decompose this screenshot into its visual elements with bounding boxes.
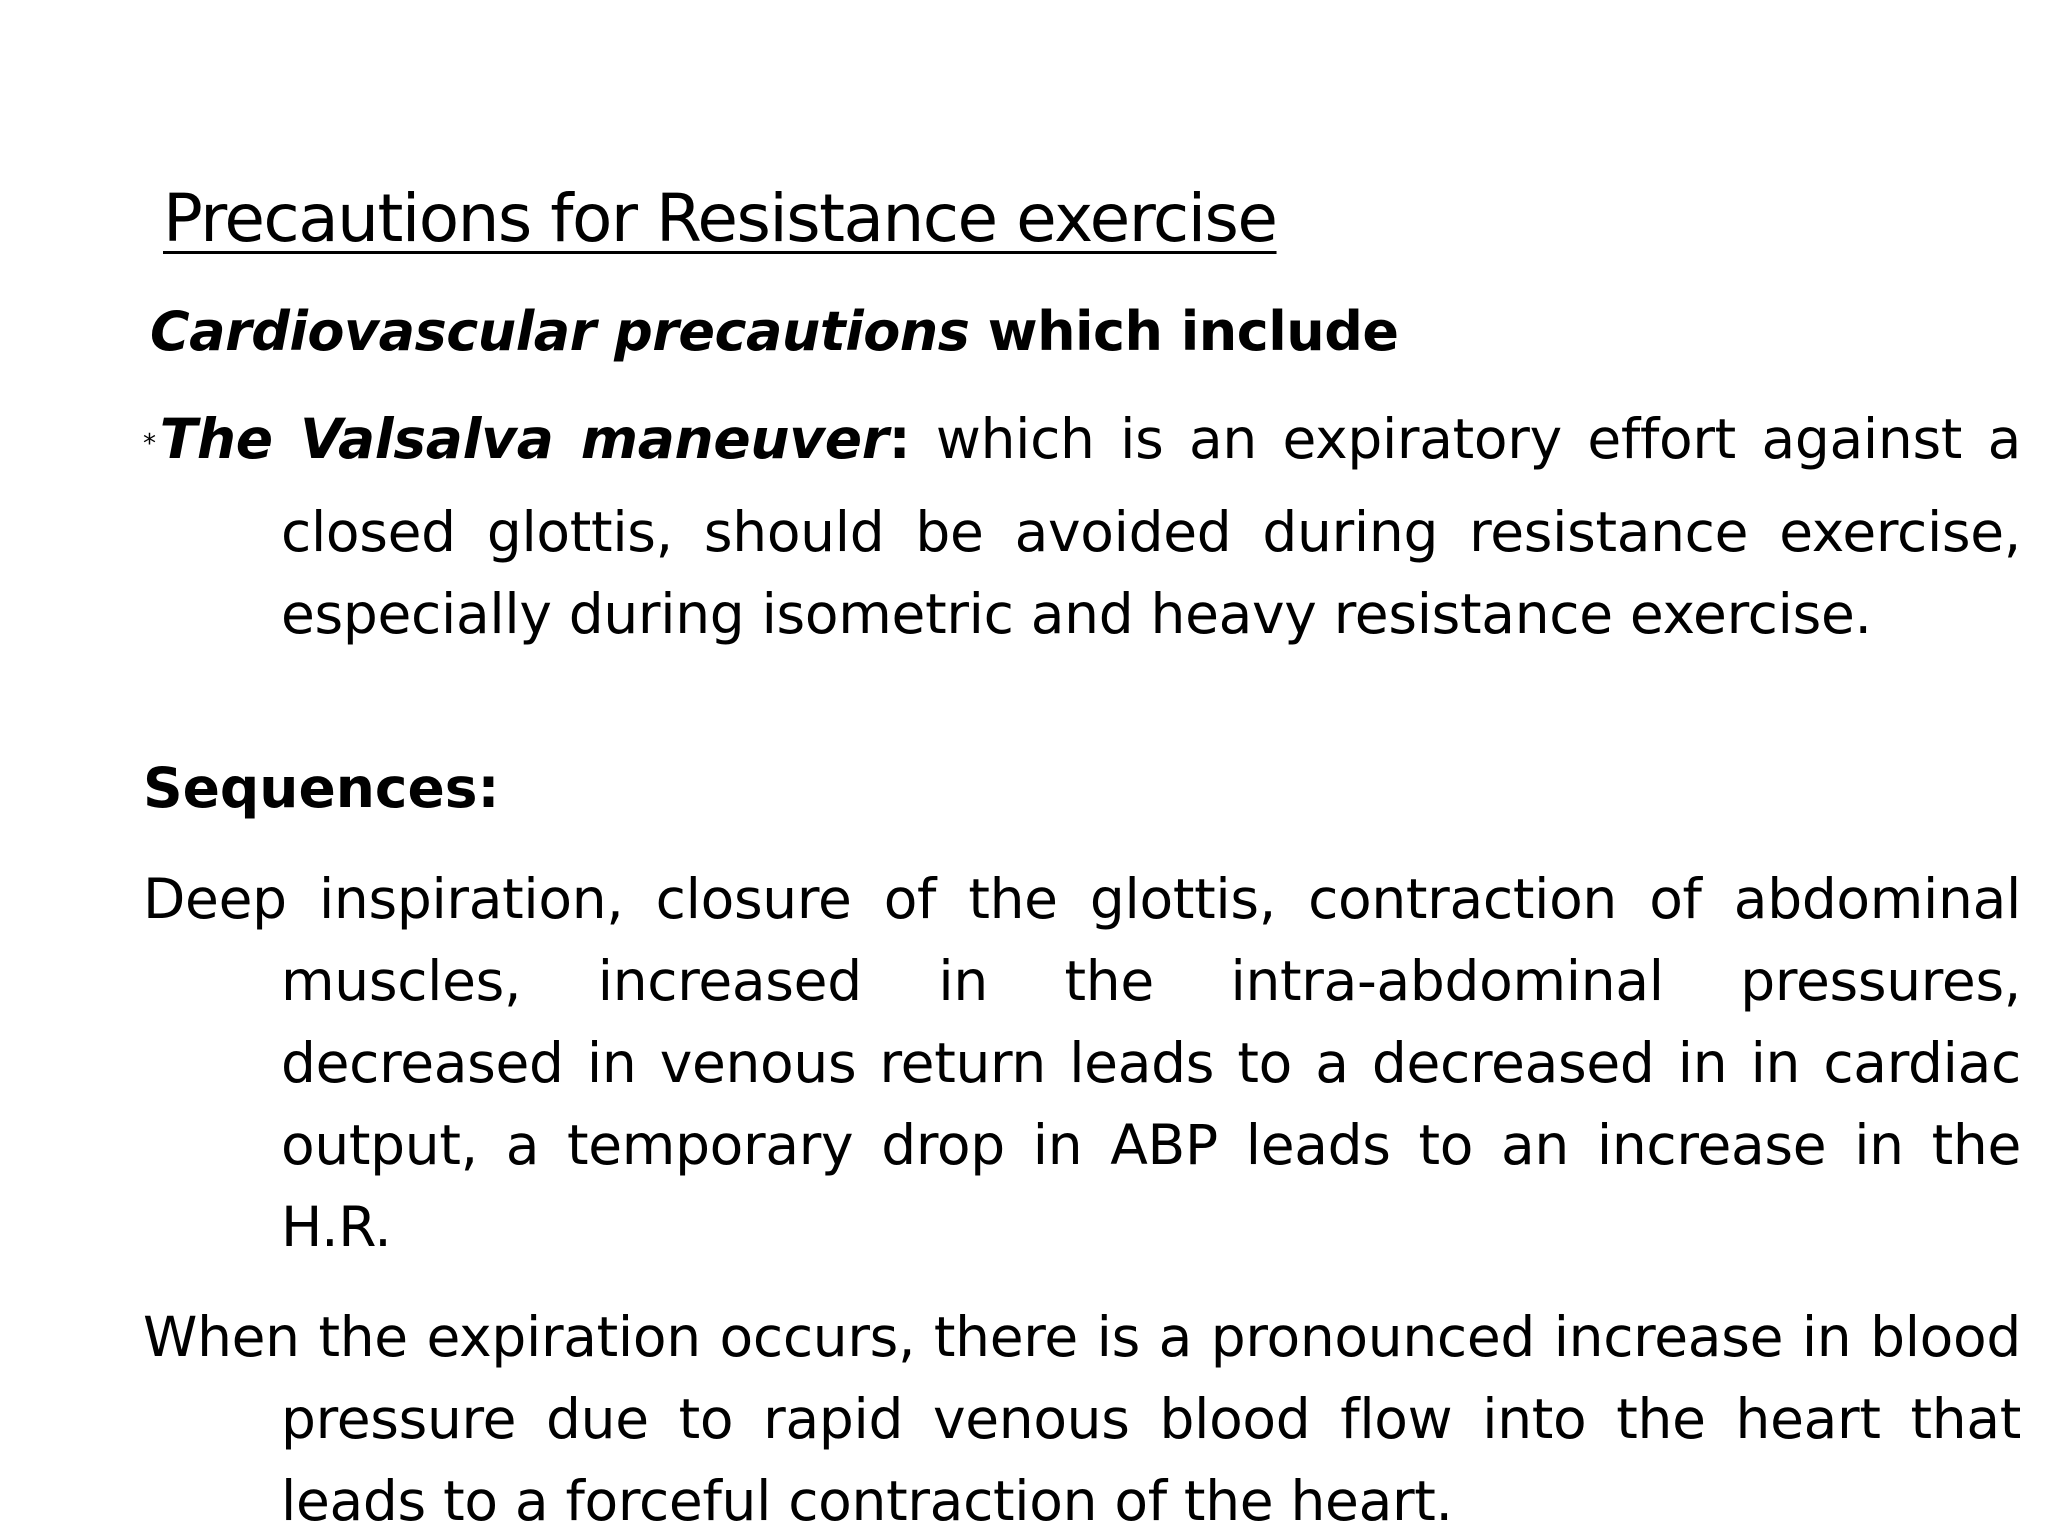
valsalva-paragraph xyxy=(143,398,2021,655)
slide-title: Precautions for Resistance exercise xyxy=(163,180,1277,257)
valsalva-colon: : xyxy=(888,407,911,471)
sequences-label: Sequences: xyxy=(143,756,500,820)
subheading-italic: Cardiovascular precautions xyxy=(150,300,970,363)
bullet-asterisk: * xyxy=(143,429,156,459)
valsalva-text: which is an expiratory effort against a closed glottis, should be avoided during resistance exercise, especially during isometric and heavy resistance exercise. xyxy=(281,407,2021,646)
valsalva-term: The Valsalva maneuver xyxy=(159,407,889,471)
subheading xyxy=(150,300,1398,363)
sequences-paragraph: Deep inspiration, closure of the glottis, contraction of abdominal muscles, increased in the intra-abdominal pressures, decreased in venous return leads to a decreased in in cardiac output, a temporary drop in ABP leads to an increase in the H.R. xyxy=(143,867,2021,1259)
expiration-paragraph: When the expiration occurs, there is a pronounced increase in blood pressure due to rapid venous blood flow into the heart that leads to a forceful contraction of the heart. xyxy=(143,1305,2021,1533)
subheading-rest: which include xyxy=(969,300,1399,363)
